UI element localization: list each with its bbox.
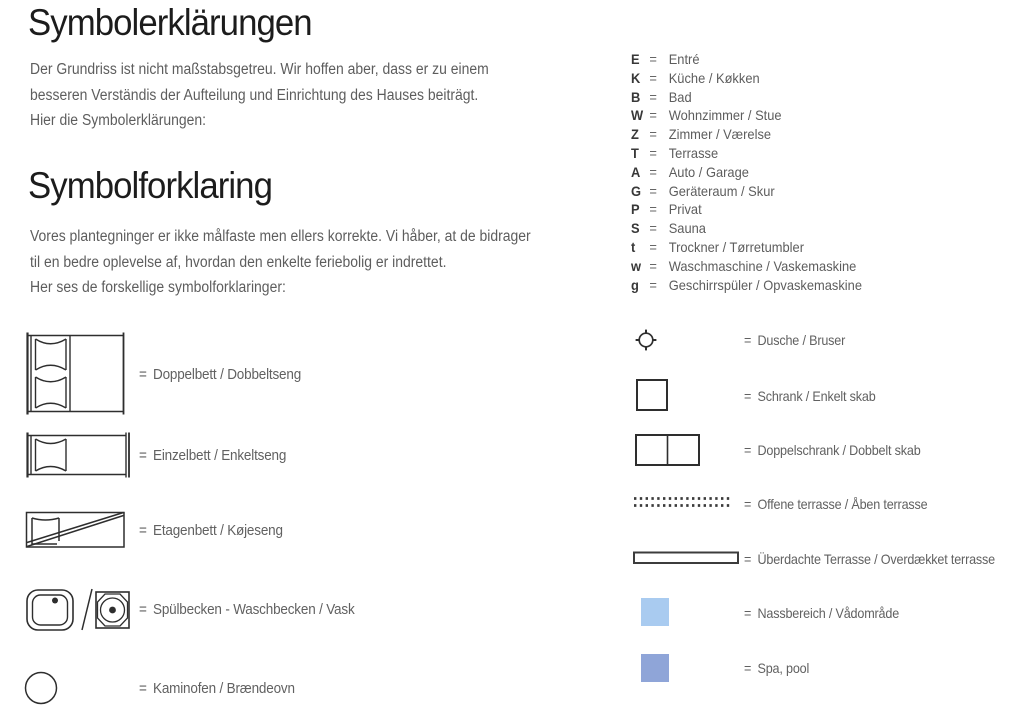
legend-label: = Doppelbett / Dobbeltseng	[139, 366, 302, 383]
abbr-row	[631, 201, 862, 220]
abbr-letter: B	[631, 88, 641, 105]
legend-label: = Einzelbett / Enkeltseng	[139, 447, 287, 464]
abbr-letter: Z	[631, 126, 639, 143]
wood-stove-icon	[24, 671, 58, 705]
equals-sign: =	[649, 220, 657, 237]
equals-sign: =	[649, 51, 657, 67]
single-bed-icon	[25, 432, 131, 478]
equals-sign: =	[649, 276, 657, 293]
abbr-letter: P	[631, 201, 640, 218]
abbr-label: Bad	[668, 88, 692, 105]
abbr-row	[631, 51, 862, 70]
equals-sign: =	[649, 257, 657, 274]
abbr-letter: t	[631, 238, 636, 255]
abbreviation-list	[631, 51, 882, 295]
double-bed-icon	[25, 332, 128, 415]
page-title-danish: Symbolforklaring	[28, 165, 272, 206]
legend-label: = Doppelschrank / Dobbelt skab	[744, 442, 921, 458]
equals-sign: =	[744, 388, 752, 404]
equals-sign: =	[139, 601, 147, 618]
equals-sign: =	[744, 605, 752, 621]
single-wardrobe-icon	[636, 379, 668, 411]
legend-label: = Nassbereich / Vådområde	[744, 605, 900, 621]
equals-sign: =	[139, 522, 147, 539]
legend-label: = Spa, pool	[744, 660, 810, 676]
equals-sign: =	[139, 447, 147, 464]
double-wardrobe-icon	[635, 434, 700, 466]
abbr-label: Auto / Garage	[668, 163, 749, 180]
equals-sign: =	[649, 88, 657, 105]
equals-sign: =	[744, 332, 752, 348]
equals-sign: =	[744, 660, 752, 676]
abbr-row	[631, 145, 862, 164]
legend-label: = Spülbecken - Waschbecken / Vask	[139, 601, 355, 618]
equals-sign: =	[139, 680, 147, 697]
abbr-label: Terrasse	[668, 144, 719, 161]
legend-label: = Dusche / Bruser	[744, 332, 846, 348]
equals-sign: =	[649, 126, 657, 143]
equals-sign: =	[744, 442, 752, 458]
legend-label: = Überdachte Terrasse / Overdækket terrasse	[744, 551, 995, 567]
abbr-letter: S	[631, 220, 640, 237]
page-title-german: Symbolerklärungen	[28, 2, 312, 43]
abbr-letter: K	[631, 69, 641, 86]
legend-label: = Kaminofen / Brændeovn	[139, 680, 295, 697]
abbr-label: Zimmer / Værelse	[668, 126, 772, 143]
abbr-row	[631, 258, 862, 277]
equals-sign: =	[649, 144, 657, 161]
abbr-label: Entré	[668, 51, 700, 67]
intro-danish	[30, 224, 586, 301]
abbr-label: Trockner / Tørretumbler	[668, 238, 804, 255]
equals-sign: =	[744, 496, 752, 512]
covered-terrace-icon	[633, 551, 739, 565]
open-terrace-icon	[633, 496, 731, 509]
abbr-label: Geschirrspüler / Opvaskemaskine	[668, 276, 862, 293]
intro-danish-line: Vores plantegninger er ikke målfaste men ellers korrekte. Vi håber, at de bidrager	[30, 228, 531, 245]
shower-icon	[634, 328, 658, 352]
abbr-row	[631, 126, 862, 145]
abbr-letter: E	[631, 51, 640, 67]
intro-danish-line: Her ses de forskellige symbolforklaringer:	[30, 279, 286, 296]
abbr-row	[631, 70, 862, 89]
abbr-row	[631, 89, 862, 108]
sink-washbasin-icon	[25, 586, 130, 633]
intro-german-line: besseren Verständis der Aufteilung und Einrichtung des Hauses beiträgt.	[30, 86, 479, 104]
equals-sign: =	[649, 182, 657, 199]
legend-label: = Offene terrasse / Åben terrasse	[744, 496, 928, 512]
intro-danish-line: til en bedre oplevelse af, hvordan den enkelte feriebolig er indrettet.	[30, 253, 447, 271]
abbr-label: Sauna	[668, 220, 706, 237]
intro-german-line: Der Grundriss ist nicht maßstabsgetreu. Wir hoffen aber, dass er zu einem	[30, 61, 489, 78]
abbr-label: Küche / Køkken	[668, 69, 760, 86]
abbr-letter: G	[631, 182, 642, 199]
equals-sign: =	[139, 366, 147, 383]
equals-sign: =	[649, 163, 657, 180]
abbr-label: Wohnzimmer / Stue	[668, 107, 782, 124]
intro-german-line: Hier die Symbolerklärungen:	[30, 112, 207, 129]
equals-sign: =	[649, 201, 657, 218]
abbr-label: Privat	[668, 201, 702, 218]
equals-sign: =	[649, 107, 657, 124]
abbr-row	[631, 220, 862, 239]
abbr-letter: A	[631, 163, 641, 180]
abbr-row	[631, 164, 862, 183]
bunk-bed-icon	[25, 511, 126, 549]
legend-label: = Schrank / Enkelt skab	[744, 388, 876, 404]
abbr-row	[631, 239, 862, 258]
abbr-row	[631, 107, 862, 126]
intro-german	[30, 57, 540, 134]
equals-sign: =	[649, 238, 657, 255]
abbr-label: Geräteraum / Skur	[668, 182, 775, 199]
legend-label: = Etagenbett / Køjeseng	[139, 522, 283, 539]
wet-area-swatch	[641, 598, 669, 626]
abbr-letter: g	[631, 276, 639, 293]
abbr-label: Waschmaschine / Vaskemaskine	[668, 257, 857, 274]
abbr-letter: w	[631, 257, 642, 274]
abbr-row	[631, 183, 862, 202]
abbr-letter: W	[631, 107, 644, 124]
equals-sign: =	[649, 69, 657, 86]
spa-pool-swatch	[641, 654, 669, 682]
abbr-letter: T	[631, 144, 639, 161]
abbr-row	[631, 277, 862, 296]
equals-sign: =	[744, 551, 752, 567]
